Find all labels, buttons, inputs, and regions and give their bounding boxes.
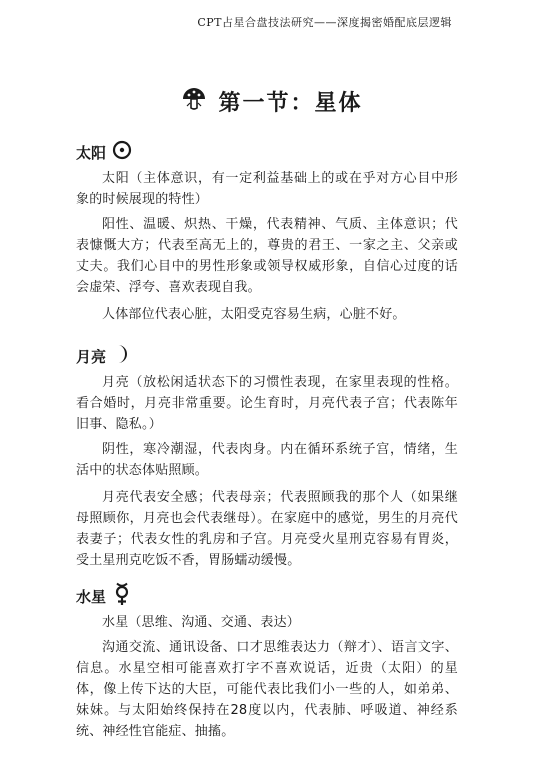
mercury-heading: 水星 <box>76 587 107 606</box>
section-moon <box>76 344 458 577</box>
mercury-symbol-icon <box>112 582 132 610</box>
section-heading <box>76 140 458 164</box>
moon-heading: 月亮 <box>76 347 107 366</box>
sun-paragraph-2: 阳性、温暖、炽热、干燥，代表精神、气质、主体意识；代表慷慨大方；代表至高无上的，尊贵的君王、一家之主、父亲或丈夫。我们心目中的男性形象或领导权威形象，自信心过度的话会虚荣、浮夸、喜欢表现自我。 <box>76 217 458 295</box>
chapter-title: 第一节：星体 <box>218 90 363 116</box>
mercury-paragraph-1: 水星（思维、沟通、交通、表达） <box>102 615 301 630</box>
sun-symbol-icon <box>112 140 132 164</box>
section-heading <box>76 584 458 608</box>
moon-paragraph-2: 阴性，寒冷潮湿，代表肉身。内在循环系统子宫，情绪，生活中的状态体贴照顾。 <box>76 442 458 478</box>
sun-paragraph-3: 人体部位代表心脏，太阳受克容易生病，心脏不好。 <box>102 307 406 322</box>
chapter-heading <box>0 86 544 117</box>
moon-symbol-icon <box>112 343 132 369</box>
mushroom-emblem-icon <box>181 86 207 112</box>
mercury-paragraph-2: 沟通交流、通讯设备、口才思维表达力（辩才）、语言文字、信息。水星空相可能喜欢打字不喜欢说话，近贵（太阳）的星体，像上传下达的大臣，可能代表比我们小一些的人，如弟弟、妹妹。与太阳始终保持在28度以内，代表肺、呼吸道、神经系统、神经性官能症、抽搐。 <box>76 640 458 739</box>
moon-paragraph-3: 月亮代表安全感；代表母亲；代表照顾我的那个人（如果继母照顾你，月亮也会代表继母）。在家庭中的感觉，男生的月亮代表妻子；代表女性的乳房和子宫。月亮受火星刑克容易有胃炎，受土星刑克吃饭不香，胃肠蠕动缓慢。 <box>76 490 458 568</box>
sun-paragraph-1: 太阳（主体意识，有一定利益基础上的或在乎对方心目中形象的时候展现的特性） <box>76 171 458 207</box>
section-mercury <box>76 584 458 748</box>
moon-paragraph-1: 月亮（放松闲适状态下的习惯性表现，在家里表现的性格。看合婚时，月亮非常重要。论生育时，月亮代表子宫；代表陈年旧事、隐私。） <box>76 375 458 432</box>
running-header: CPT占星合盘技法研究——深度揭密婚配底层逻辑 <box>197 16 452 29</box>
section-sun <box>76 140 458 331</box>
sun-heading: 太阳 <box>76 143 107 162</box>
section-heading <box>76 344 458 368</box>
